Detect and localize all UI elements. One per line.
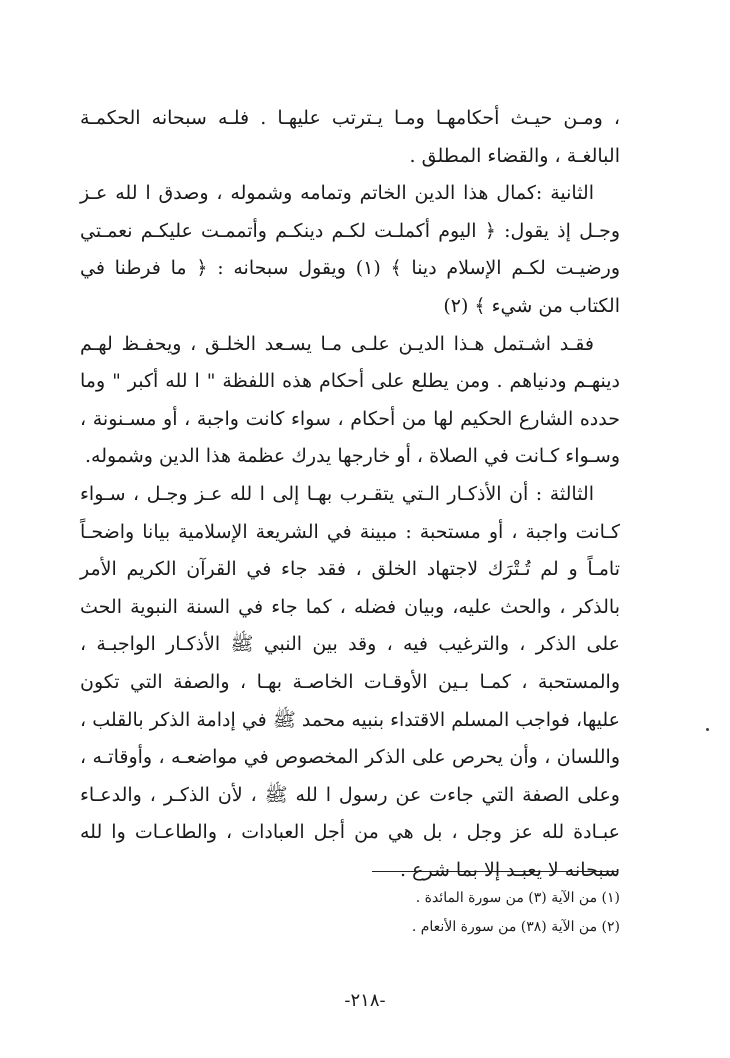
paragraph: ، ومـن حيـث أحكامهـا ومـا يـترتب عليهـا . فلـه سبحانه الحكمـة البالغـة ، والقضاء المطلق . <box>80 107 620 167</box>
main-text <box>80 100 620 889</box>
footnote: (٢) من الآية (٣٨) من سورة الأنعام . <box>411 919 620 935</box>
footnote: (١) من الآية (٣) من سورة المائدة . <box>415 890 620 906</box>
footnotes <box>80 884 620 942</box>
footnote-divider <box>372 871 618 872</box>
paragraph: فقـد اشـتمل هـذا الديـن علـى مـا يسـعد الخلـق ، ويحفـظ لهـم دينهـم ودنياهم . ومن يطلع على أحكام هذه اللفظة " ا لله أكبر " وما حدده الشارع الحكيم لها من أحكام ، سواء كانت واجبة ، أو مسـنونة ، وسـواء كـانت في الصلاة ، أو خارجها يدرك عظمة هذا الدين وشموله. <box>80 332 620 468</box>
page-number: -٢١٨- <box>344 990 386 1011</box>
paragraph: الثالثة : أن الأذكـار الـتي يتقـرب بهـا إلى ا لله عـز وجـل ، سـواء كـانت واجبة ، أو مستحبة : مبينة في الشريعة الإسلامية بيانا واضحـاً تامـاً و لم تُـتْرَك لاجتهاد الخلق ، فقد جاء في القرآن الكريم الأمر بالذكر ، والحث عليه، وبيان فضله ، كما جاء في السنة النبوية الحث على الذكر ، والترغيب فيه ، وقد بين النبي ﷺ الأذكـار الواجبـة ، والمستحبة ، كمـا بـين الأوقـات الخاصـة بهـا ، والصفة التي تكون عليها، فواجب المسلم الاقتداء بنبيه محمد ﷺ في إدامة الذكر بالقلب ، واللسان ، وأن يحرص على الذكر المخصوص في مواضعـه ، وأوقاتـه ، وعلى الصفة التي جاءت عن رسول ا لله ﷺ ، لأن الذكـر ، والدعـاء عبـادة لله عز وجل ، بل هي من أجل العبادات ، والطاعـات وا لله سبحانه لا يعبـد إلا بما شرع . <box>80 482 620 881</box>
margin-mark <box>706 728 709 731</box>
paragraph: الثانية :كمال هذا الدين الخاتم وتمامه وشموله ، وصدق ا لله عـز وجـل إذ يقول: ﴿ اليوم أكملـت لكـم دينكـم وأتممـت عليكـم نعمـتي ورضيـت لكـم الإسلام دينا ﴾ (١) ويقول سبحانه : ﴿ ما فرطنا في الكتاب من شيء ﴾ (٢) <box>80 182 620 317</box>
